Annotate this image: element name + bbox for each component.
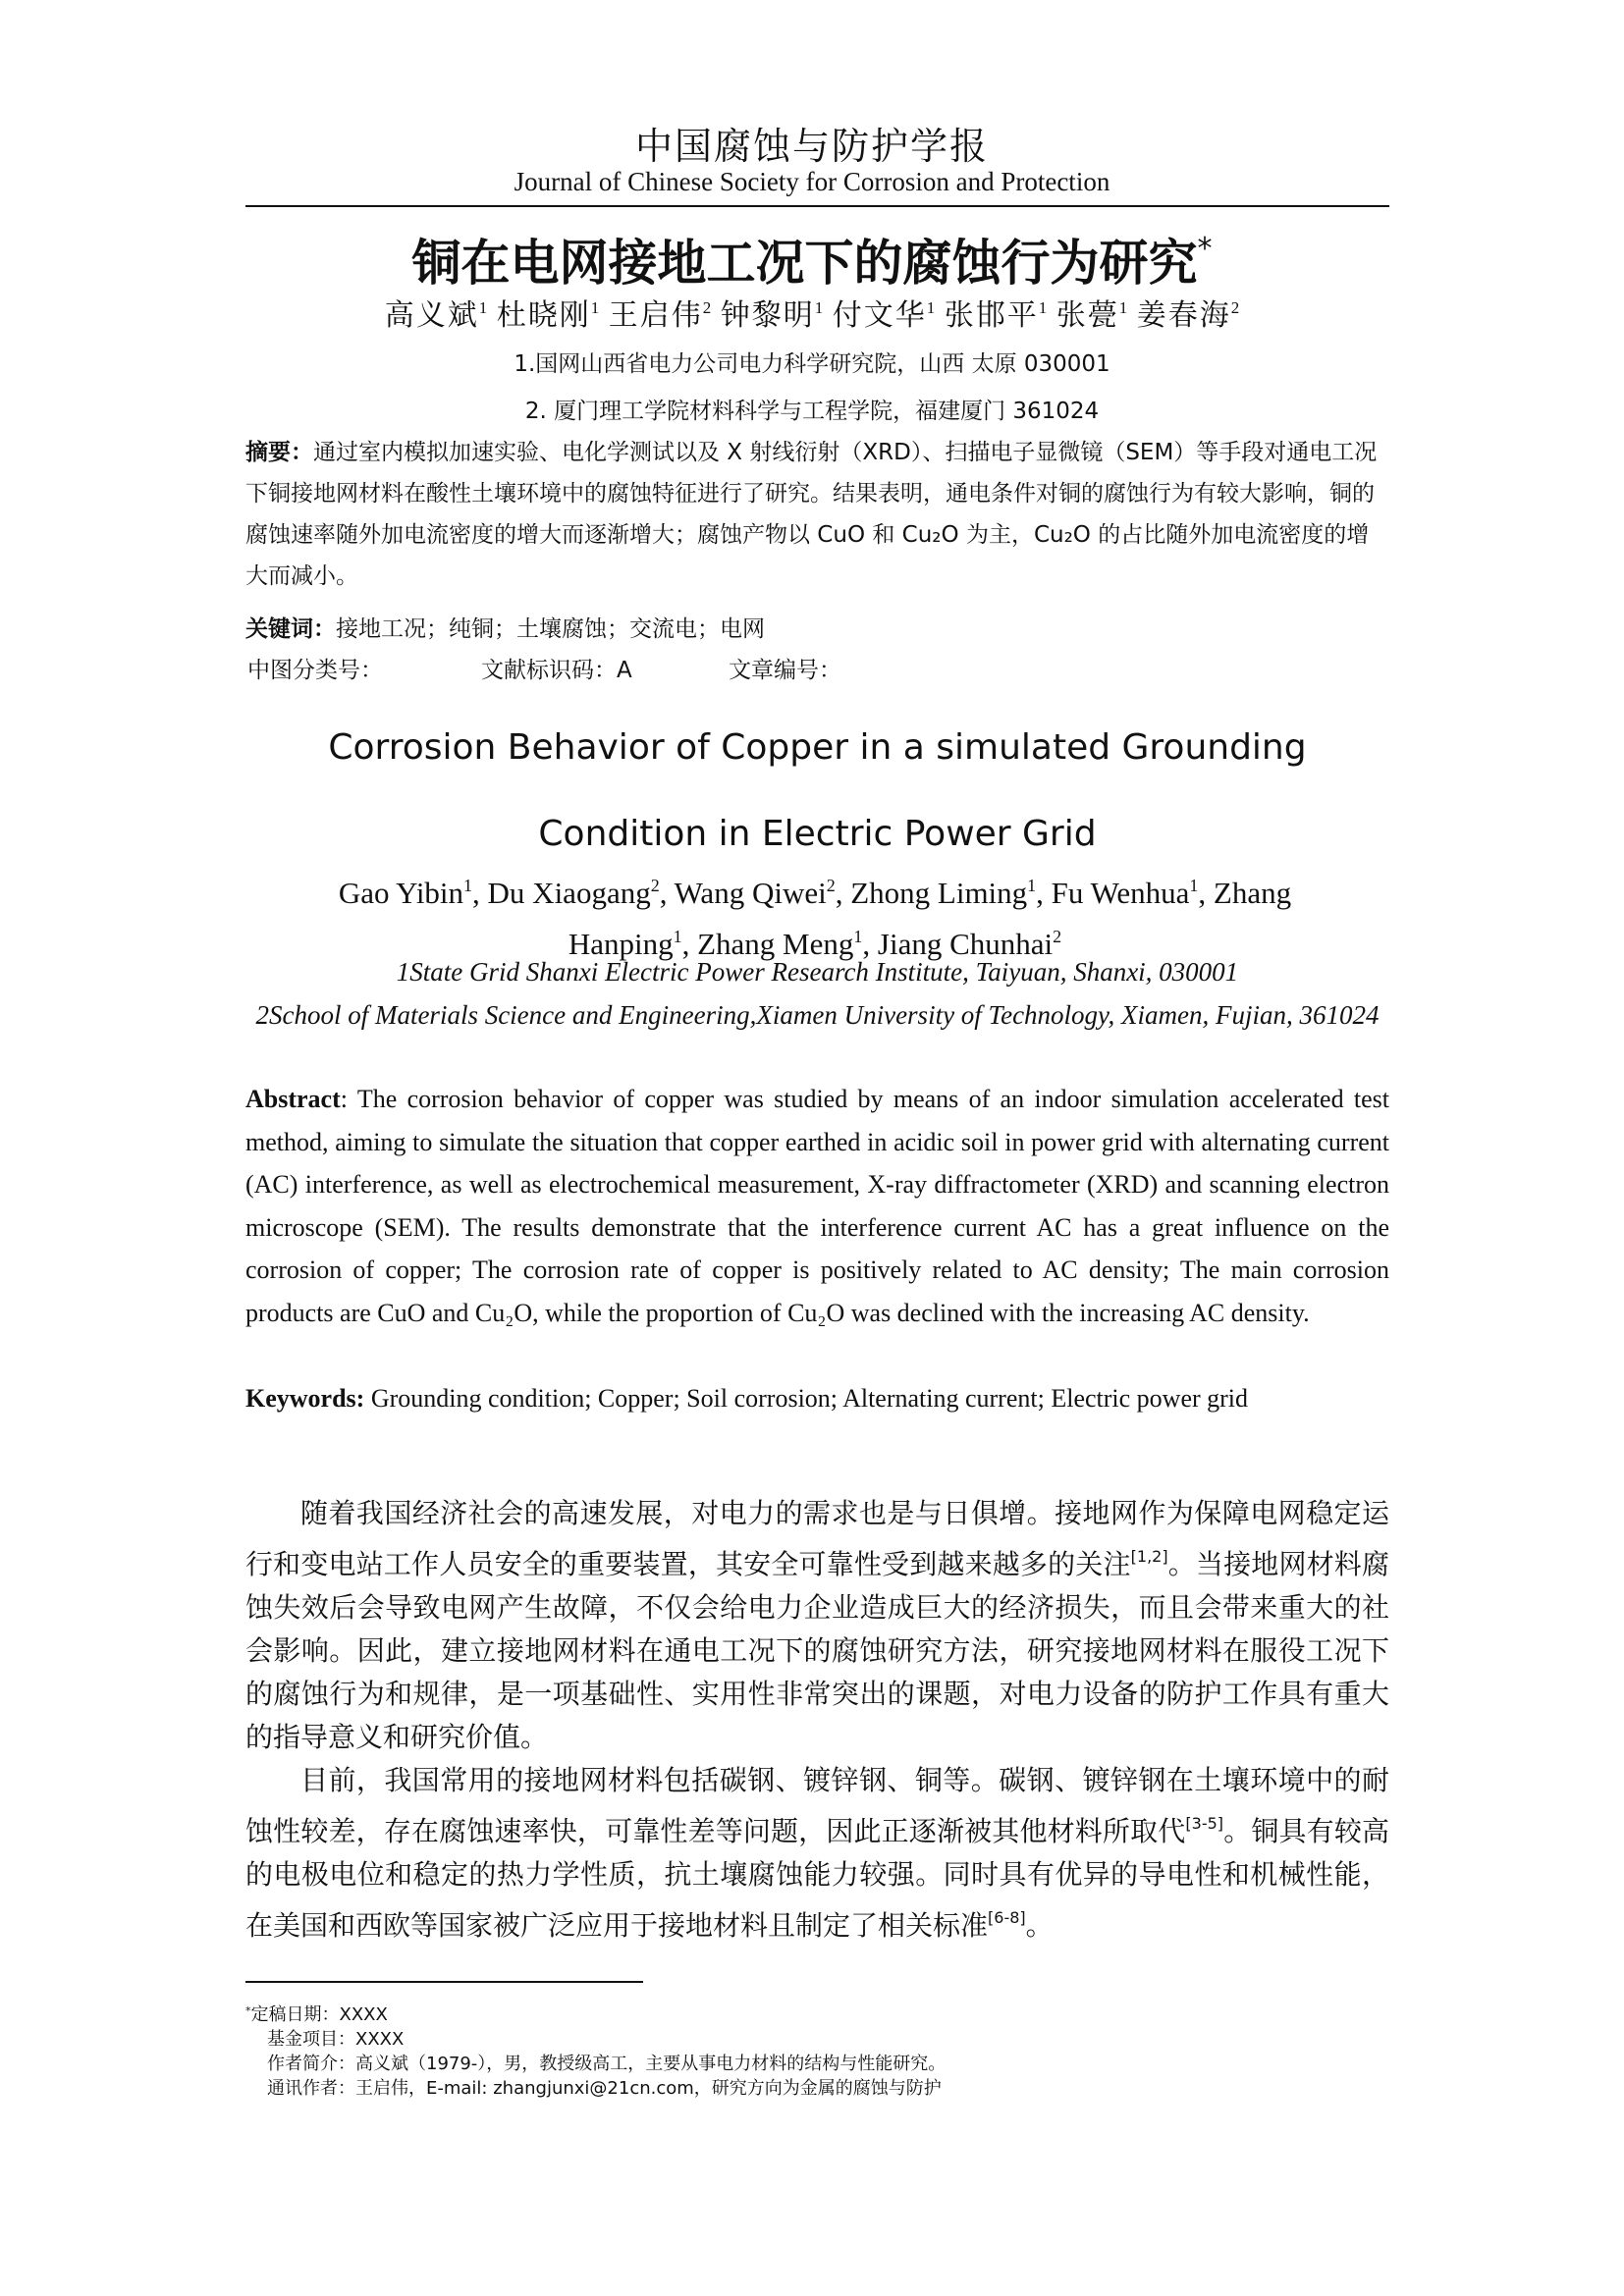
classification-row — [247, 652, 1131, 684]
body-paragraph: 目前，我国常用的接地网材料包括碳钢、镀锌钢、铜等。碳钢、镀锌钢在土壤环境中的耐蚀性较差，存在腐蚀速率快，可靠性差等问题，因此正逐渐被其他材料所取代[3-5]。铜具有较高的电极电位和稳定的热力学性质，抗土壤腐蚀能力较强。同时具有优异的导电性和机械性能，在美国和西欧等国家被广泛应用于接地材料且制定了相关标准[6-8]。 — [245, 1764, 1389, 1942]
footnote-author-bio: 作者简介：高义斌（1979-），男，教授级高工，主要从事电力材料的结构与性能研究。 — [267, 2054, 947, 2074]
affiliation-en-1: 1State Grid Shanxi Electric Power Research Institute, Taiyuan, Shanxi, 030001 — [396, 957, 1239, 987]
body-paragraph: 随着我国经济社会的高速发展，对电力的需求也是与日俱增。接地网作为保障电网稳定运行和变电站工作人员安全的重要装置，其安全可靠性受到越来越多的关注[1,2]。当接地网材料腐蚀失效后会导致电网产生故障，不仅会给电力企业造成巨大的经济损失，而且会带来重大的社会影响。因此，建立接地网材料在通电工况下的腐蚀研究方法，研究接地网材料在服役工况下的腐蚀行为和规律，是一项基础性、实用性非常突出的课题，对电力设备的防护工作具有重大的指导意义和研究价值。 — [245, 1497, 1389, 1753]
affiliation-cn-1: 1.国网山西省电力公司电力科学研究院，山西 太原 030001 — [514, 351, 1110, 377]
abstract-en-label: Abstract — [245, 1085, 341, 1113]
journal-name-cn: 中国腐蚀与防护学报 — [634, 125, 989, 168]
footnotes — [245, 1999, 1389, 2101]
author-cn: 姜春海$^2$ — [1136, 298, 1240, 332]
clc-label: 中图分类号： — [247, 658, 383, 683]
keywords-cn — [245, 609, 1389, 650]
author-cn: 高义斌$^1$ — [384, 298, 488, 332]
abstract-cn-text: 通过室内模拟加速实验、电化学测试以及 X 射线衍射（XRD）、扫描电子显微镜（SEM）等手段对通电工况下铜接地网材料在酸性土壤环境中的腐蚀特征进行了研究。结果表明，通电条件对铜的腐蚀行为有较大影响，铜的腐蚀速率随外加电流密度的增大而逐渐增大；腐蚀产物以 CuO 和 Cu₂O 为主，Cu₂O 的占比随外加电流密度的增大而减小。 — [245, 440, 1378, 589]
author-en: Wang Qiwei$^2$, — [674, 876, 851, 910]
journal-name-en: Journal of Chinese Society for Corrosion and Protection — [514, 167, 1110, 196]
keywords-cn-label: 关键词： — [245, 616, 336, 642]
affiliation-en-2: 2School of Materials Science and Engineering,Xiamen University of Technology, Xiamen, Fujian, 361024 — [255, 1000, 1380, 1030]
author-cn: 杜晓刚$^1$ — [496, 298, 600, 332]
abstract-en-text: : The corrosion behavior of copper was studied by means of an indoor simulation accelerated test method, aiming to simulate the situation that copper earthed in acidic soil in power grid with alternating current (AC) interference, as well as electrochemical measurement, X-ray diffractometer (XRD) and scanning electron microscope (SEM). The results demonstrate that the interference current AC has a great influence on the corrosion of copper; The corrosion rate of copper is positively related to AC density; The main corrosion products are CuO and Cu₂O, while the proportion of Cu₂O was declined with the increasing AC density. — [245, 1085, 1389, 1327]
keywords-cn-text: 接地工况；纯铜；土壤腐蚀；交流电；电网 — [336, 616, 765, 642]
footnote-corresponding-author: 通讯作者：王启伟，E-mail: zhangjunxi@21cn.com，研究方向为金属的腐蚀与防护 — [267, 2078, 942, 2099]
body-text — [245, 1492, 1389, 1948]
header-rule — [245, 205, 1389, 207]
author-cn: 张邯平$^1$ — [944, 298, 1048, 332]
title-footnote-mark: * — [1197, 232, 1213, 266]
author-cn: 张甍$^1$ — [1056, 298, 1128, 332]
doc-code-label: 文献标识码：A — [481, 658, 632, 683]
author-en: Jiang Chunhai$^2$ — [877, 927, 1062, 961]
paper-title-cn — [0, 224, 1624, 294]
author-cn: 王启伟$^2$ — [608, 298, 712, 332]
citation: [3-5] — [1185, 1814, 1224, 1833]
article-no-label: 文章编号： — [729, 658, 841, 683]
footnote-received: *定稿日期：XXXX — [245, 2004, 388, 2025]
author-en: Zhang Meng$^1$, — [697, 927, 878, 961]
author-en: Gao Yibin$^1$, — [338, 876, 488, 910]
paper-title-cn-text: 铜在电网接地工况下的腐蚀行为研究 — [411, 235, 1198, 292]
author-en: Zhang Hanping$^1$, — [568, 876, 1292, 961]
citation: [6-8] — [988, 1908, 1026, 1927]
author-list-cn — [0, 291, 1624, 334]
affiliation-cn-2: 2. 厦门理工学院材料科学与工程学院，福建厦门 361024 — [524, 399, 1100, 424]
abstract-cn-label: 摘要： — [245, 440, 313, 465]
affiliations-en — [245, 950, 1389, 1037]
paper-title-en: Corrosion Behavior of Copper in a simulated Grounding Condition in Electric Power Grid — [328, 727, 1307, 854]
author-cn: 付文华$^1$ — [832, 298, 936, 332]
author-cn: 钟黎明$^1$ — [720, 298, 824, 332]
author-en: Zhong Liming$^1$, — [850, 876, 1052, 910]
author-en: Fu Wenhua$^1$, — [1051, 876, 1214, 910]
keywords-en-label: Keywords: — [245, 1384, 365, 1413]
abstract-en — [245, 1078, 1389, 1335]
keywords-en-text: Grounding condition; Copper; Soil corrosion; Alternating current; Electric power grid — [364, 1384, 1249, 1413]
keywords-en — [245, 1377, 1389, 1419]
abstract-cn — [245, 432, 1389, 597]
author-en: Du Xiaogang$^2$, — [487, 876, 675, 910]
footnote-fund: 基金项目：XXXX — [267, 2029, 405, 2050]
citation: [1,2] — [1130, 1547, 1168, 1566]
footnote-rule — [245, 1981, 643, 1983]
